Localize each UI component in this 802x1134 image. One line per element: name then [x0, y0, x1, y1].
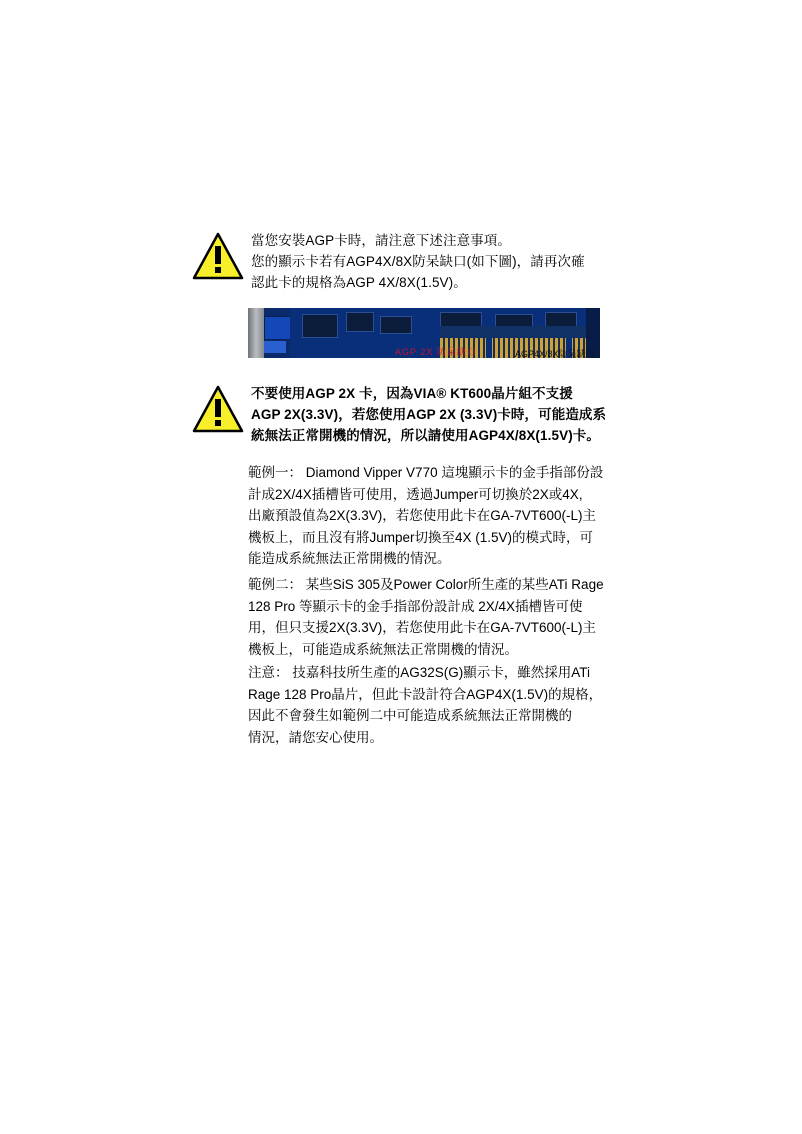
card-gold-upper [440, 326, 600, 338]
example-one-line-5: 能造成系統無法正常開機的情況。 [248, 551, 451, 566]
card-vga-connector [264, 316, 292, 340]
warning-1-line-1: 當您安裝AGP卡時，請注意下述注意事項。 [251, 233, 512, 248]
warning-2-line-2: AGP 2X(3.3V)，若您使用AGP 2X (3.3V)卡時，可能造成系 [251, 407, 607, 422]
card-chip-1 [302, 314, 338, 338]
example-one-line-1: 範例一： Diamond Vipper V770 這塊顯示卡的金手指部份設 [248, 465, 604, 480]
note-paragraph [248, 662, 616, 748]
note-line-3: 因此不會發生如範例二中可能造成系統無法正常開機的 [248, 708, 572, 723]
agp-2x-notch [486, 338, 492, 358]
example-two-line-2: 128 Pro 等顯示卡的金手指部份設計成 2X/4X插槽皆可使 [248, 598, 583, 614]
warning-1-line-3: 認此卡的規格為AGP 4X/8X(1.5V)。 [251, 275, 467, 290]
warning-2-line-3: 統無法正常開機的情況，所以請使用AGP4X/8X(1.5V)卡。 [251, 428, 600, 443]
example-two-paragraph [248, 574, 616, 660]
warning-2-line-1: 不要使用AGP 2X 卡，因為VIA® KT600晶片組不支援 [251, 386, 573, 401]
card-bracket [248, 308, 264, 358]
card-chip-2 [346, 312, 374, 332]
example-one-line-4: 機板上，而且沒有將Jumper切換至4X (1.5V)的模式時，可 [248, 529, 594, 545]
warning-triangle-icon [192, 385, 244, 433]
example-two-line-3: 用，但只支援2X(3.3V)，若您使用此卡在GA-7VT600(-L)主 [248, 620, 597, 635]
example-two-line-1: 範例二： 某些SiS 305及Power Color所生產的某些ATi Rage [248, 577, 604, 592]
example-one-line-3: 出廠預設值為2X(3.3V)，若您使用此卡在GA-7VT600(-L)主 [248, 508, 597, 523]
note-line-4: 情況，請您安心使用。 [248, 729, 383, 745]
card-chip-3 [380, 316, 412, 334]
example-one-paragraph [248, 462, 616, 570]
warning-triangle-icon [192, 232, 244, 280]
card-secondary-connector [264, 341, 286, 353]
example-two-line-4: 機板上，可能造成系統無法正常開機的情況。 [248, 641, 518, 657]
note-line-1: 注意： 技嘉科技所生產的AG32S(G)顯示卡，雖然採用ATi [248, 665, 591, 680]
warning-block-2-text [251, 383, 622, 446]
warning-1-line-2: 您的顯示卡若有AGP4X/8X防呆缺口(如下圖)，請再次確 [251, 254, 585, 269]
warning-block-agp-install [192, 230, 622, 293]
warning-block-agp2x [192, 383, 622, 446]
warning-block-1-text [251, 230, 622, 293]
photo-label-agp4x8x-notch: AGP4X/8X防呆缺口 [515, 349, 595, 359]
note-line-2: Rage 128 Pro晶片，但此卡設計符合AGP4X(1.5V)的規格， [248, 686, 603, 702]
example-one-line-2: 計成2X/4X插槽皆可使用，透過Jumper可切換於2X或4X, [248, 486, 583, 502]
photo-label-agp2x-notch: AGP 2X 防呆缺口 [395, 347, 477, 357]
